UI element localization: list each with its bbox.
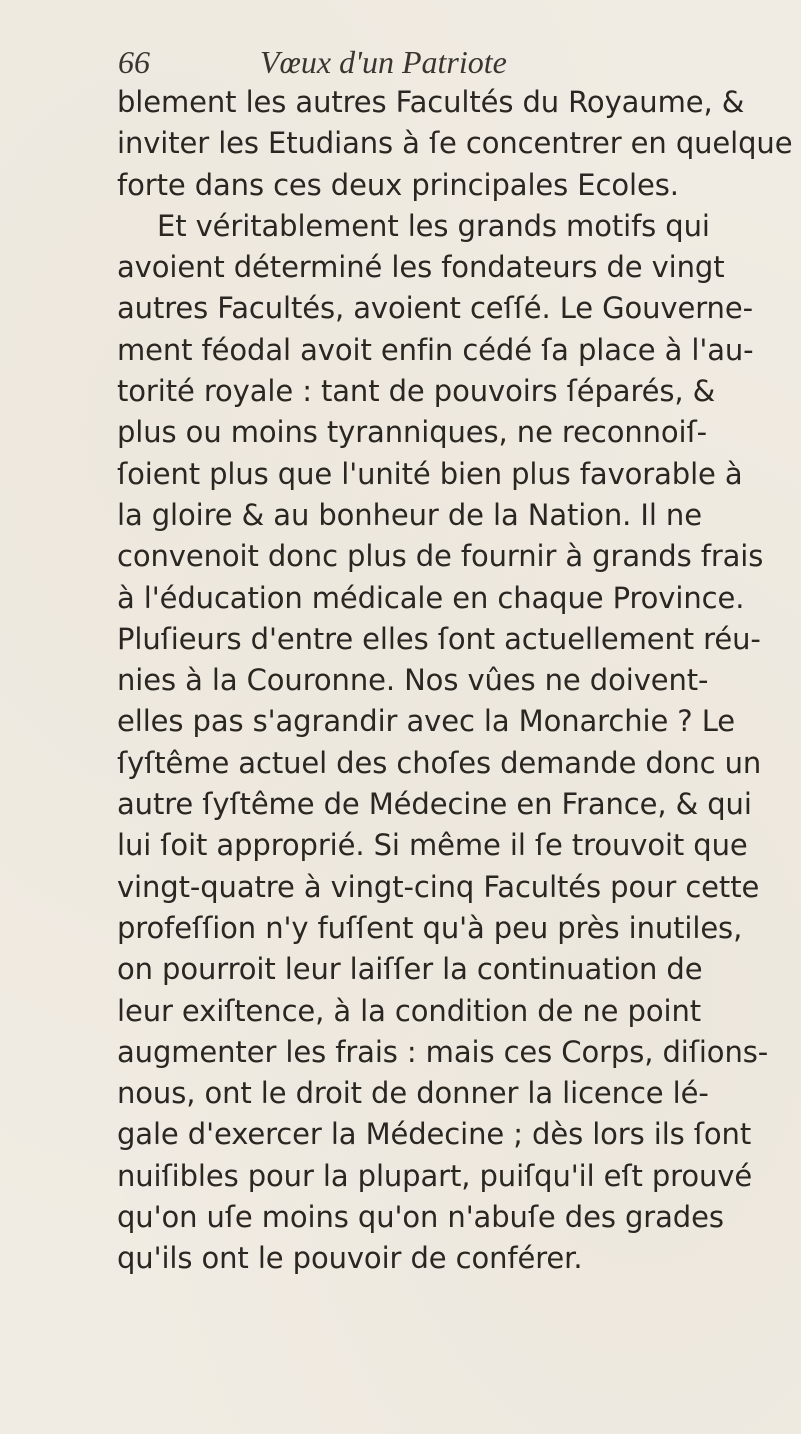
text-line: augmenter les frais : mais ces Corps, diſions- (117, 1034, 769, 1069)
text-line: vingt-quatre à vingt-cinq Facultés pour cette (117, 869, 760, 904)
text-line: autres Facultés, avoient ceſſé. Le Gouverne- (117, 291, 753, 326)
text-line: convenoit donc plus de fournir à grands frais (117, 539, 764, 574)
text-line: nies à la Couronne. Nos vûes ne doivent- (117, 663, 709, 698)
text-line: blement les autres Facultés du Royaume, & (117, 85, 745, 119)
body-text (117, 82, 793, 1280)
text-line: forte dans ces deux principales Ecoles. (117, 167, 679, 202)
text-line: autre ſyſtême de Médecine en France, & qui (117, 787, 752, 822)
text-line: ment féodal avoit enfin cédé ſa place à l'au- (117, 332, 754, 367)
text-line: Pluſieurs d'entre elles ſont actuellement réu- (117, 621, 761, 656)
text-line: la gloire & au bonheur de la Nation. Il ne (117, 497, 702, 532)
text-line: Et véritablement les grands motifs qui (157, 208, 710, 243)
text-line: nuiſibles pour la plupart, puiſqu'il eſt prouvé (117, 1158, 753, 1193)
text-line: à l'éducation médicale en chaque Province. (117, 580, 745, 615)
text-line: ſyſtême actuel des choſes demande donc un (117, 745, 762, 780)
text-line: lui ſoit approprié. Si même il ſe trouvoit que (117, 828, 748, 863)
text-line: qu'on uſe moins qu'on n'abuſe des grades (117, 1200, 724, 1235)
text-line: elles pas s'agrandir avec la Monarchie ? Le (117, 704, 735, 739)
text-line: inviter les Etudians à ſe concentrer en quelque (117, 126, 793, 161)
page-number: 66 (118, 44, 150, 80)
text-line: plus ou moins tyranniques, ne reconnoiſ- (117, 415, 707, 450)
text-line: on pourroit leur laiſſer la continuation de (117, 952, 703, 987)
text-line: nous, ont le droit de donner la licence lé- (117, 1076, 709, 1111)
text-line: ſoient plus que l'unité bien plus favorable à (117, 456, 743, 491)
text-line: qu'ils ont le pouvoir de conférer. (117, 1241, 583, 1276)
text-line: profeſſion n'y fuſſent qu'à peu près inutiles, (117, 910, 743, 945)
text-line: gale d'exercer la Médecine ; dès lors ils ſont (117, 1117, 752, 1152)
text-line: torité royale : tant de pouvoirs ſéparés, & (117, 374, 716, 409)
text-line: leur exiſtence, à la condition de ne point (117, 993, 701, 1028)
text-line: avoient déterminé les fondateurs de vingt (117, 250, 725, 285)
running-title: Vœux d'un Patriote (260, 44, 507, 80)
